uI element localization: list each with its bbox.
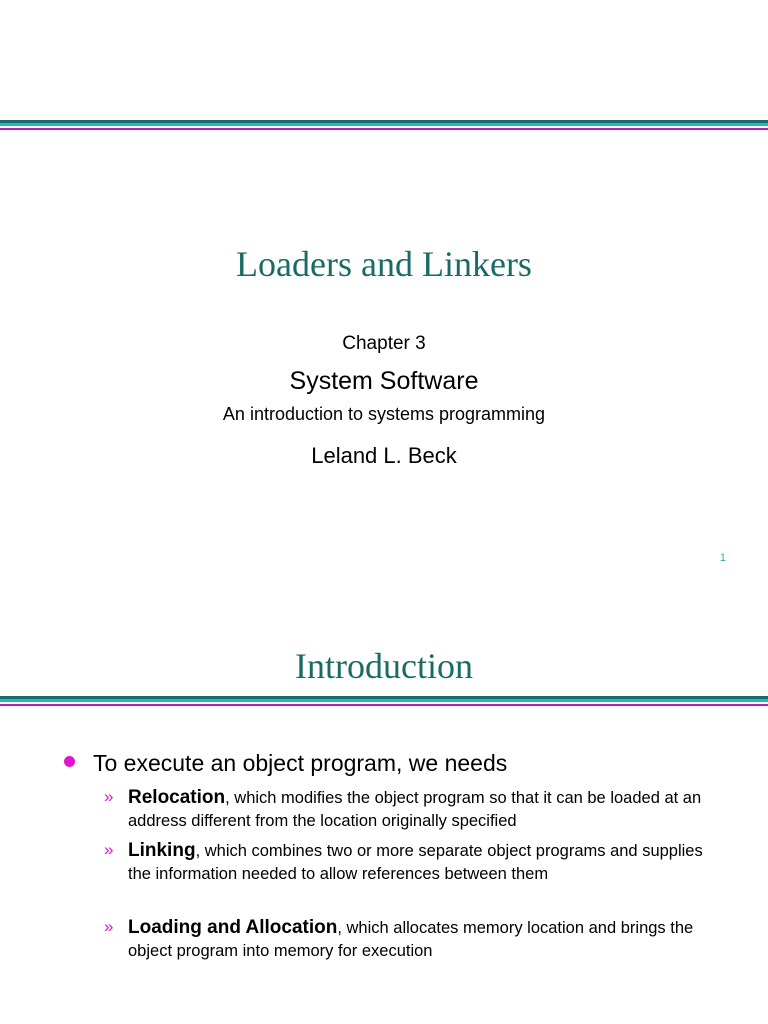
- chevron-marker-icon: »: [104, 917, 114, 936]
- sub-item-term: Loading and Allocation: [128, 917, 338, 938]
- sub-item-linking: [104, 839, 724, 886]
- bullet-dot-icon: [64, 756, 75, 767]
- sub-item-text: , which allocates memory location and brings the object program into memory for execution: [128, 919, 694, 960]
- sub-item-text: , which combines two or more separate object programs and supplies the information needed to allow references between them: [128, 842, 703, 883]
- slide-2: [0, 600, 768, 1024]
- bullet-item: [64, 750, 507, 777]
- author-name: Leland L. Beck: [311, 443, 457, 468]
- book-title: System Software: [289, 367, 479, 395]
- chevron-marker-icon: »: [104, 787, 114, 806]
- slide-2-title: Introduction: [295, 646, 473, 686]
- chapter-label: Chapter 3: [342, 333, 426, 354]
- sub-item-relocation: [104, 786, 724, 833]
- header-rule: [0, 120, 768, 130]
- page-number: 1: [719, 552, 726, 564]
- sub-item-loading: [104, 916, 724, 963]
- chevron-marker-icon: »: [104, 840, 114, 859]
- header-rule: [0, 696, 768, 706]
- sub-item-term: Relocation: [128, 787, 226, 808]
- book-subtitle: An introduction to systems programming: [222, 404, 546, 424]
- bullet-text: To execute an object program, we needs: [93, 750, 508, 776]
- slide-1-title: Loaders and Linkers: [236, 244, 532, 284]
- sub-item-term: Linking: [128, 840, 196, 861]
- sub-item-text: , which modifies the object program so that it can be loaded at an address different from the location originally specified: [128, 789, 702, 830]
